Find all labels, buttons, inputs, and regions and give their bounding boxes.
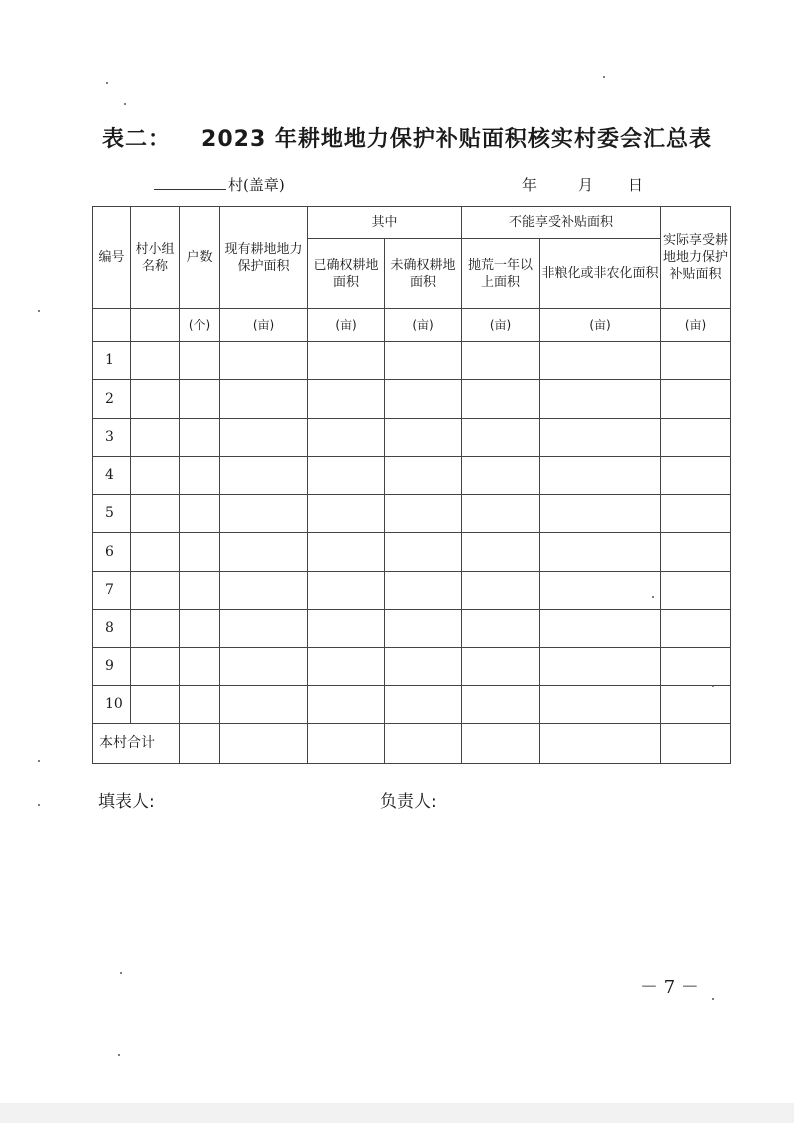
header-non-grain: 非粮化或非农化面积 <box>540 239 661 309</box>
unit-households: (个) <box>180 309 220 342</box>
scan-speck <box>38 804 40 806</box>
table-cell[interactable] <box>131 648 180 686</box>
table-cell[interactable] <box>308 610 385 648</box>
table-cell[interactable] <box>540 342 661 380</box>
table-cell[interactable] <box>385 380 462 419</box>
table-cell[interactable] <box>308 419 385 457</box>
unit-row <box>93 309 731 342</box>
unit-non-grain: (亩) <box>540 309 661 342</box>
table-row <box>93 342 731 380</box>
table-cell[interactable] <box>180 572 220 610</box>
header-ineligible: 不能享受补贴面积 <box>462 207 661 239</box>
table-cell[interactable] <box>131 686 180 724</box>
row-number: 9 <box>93 648 131 686</box>
table-cell[interactable] <box>308 380 385 419</box>
table-cell[interactable] <box>385 495 462 533</box>
table-row <box>93 533 731 572</box>
table-cell[interactable] <box>540 610 661 648</box>
table-cell[interactable] <box>131 533 180 572</box>
table-cell[interactable] <box>180 342 220 380</box>
table-row <box>93 380 731 419</box>
table-cell[interactable] <box>308 533 385 572</box>
unit-actual: (亩) <box>661 309 731 342</box>
table-cell[interactable] <box>540 495 661 533</box>
table-cell[interactable] <box>131 572 180 610</box>
row-number: 6 <box>93 533 131 572</box>
table-cell[interactable] <box>220 342 308 380</box>
table-cell[interactable] <box>540 533 661 572</box>
row-number: 7 <box>93 572 131 610</box>
header-households: 户数 <box>180 207 220 309</box>
table-cell[interactable] <box>462 419 540 457</box>
title-text: 2023 年耕地地力保护补贴面积核实村委会汇总表 <box>201 127 712 152</box>
table-cell[interactable] <box>385 342 462 380</box>
table-cell[interactable] <box>308 342 385 380</box>
unit-empty <box>93 309 131 342</box>
table-cell[interactable] <box>462 380 540 419</box>
total-label: 本村合计 <box>93 724 180 764</box>
year-label: 年 <box>522 176 538 194</box>
header-unconfirmed: 未确权耕地面积 <box>385 239 462 309</box>
unit-confirmed: (亩) <box>308 309 385 342</box>
scan-speck <box>120 972 122 974</box>
scan-speck <box>106 82 108 84</box>
month-label: 月 <box>578 176 594 194</box>
table-row <box>93 610 731 648</box>
scan-speck <box>603 76 605 78</box>
table-cell[interactable] <box>661 686 731 724</box>
table-cell[interactable] <box>220 648 308 686</box>
table-cell[interactable] <box>462 342 540 380</box>
scan-speck <box>652 596 654 598</box>
row-number: 2 <box>93 380 131 419</box>
table-cell[interactable] <box>220 610 308 648</box>
filler-signature-label: 填表人: <box>98 792 155 812</box>
owner-signature-label: 负责人: <box>380 792 437 812</box>
table-cell[interactable] <box>462 686 540 724</box>
table-row <box>93 572 731 610</box>
scan-speck <box>118 1054 120 1056</box>
table-cell[interactable] <box>308 572 385 610</box>
table-cell[interactable] <box>308 457 385 495</box>
table-cell[interactable] <box>308 495 385 533</box>
table-row <box>93 457 731 495</box>
table-cell[interactable] <box>385 648 462 686</box>
table-cell[interactable] <box>661 495 731 533</box>
table-cell[interactable] <box>661 380 731 419</box>
table-cell[interactable] <box>385 419 462 457</box>
header-among: 其中 <box>308 207 462 239</box>
table-cell[interactable] <box>540 419 661 457</box>
table-row <box>93 686 731 724</box>
unit-empty <box>131 309 180 342</box>
table-cell[interactable] <box>180 533 220 572</box>
header-row-1 <box>93 207 731 239</box>
total-cell[interactable] <box>540 724 661 764</box>
table-row <box>93 648 731 686</box>
table-cell[interactable] <box>385 610 462 648</box>
table-cell[interactable] <box>220 686 308 724</box>
table-row <box>93 495 731 533</box>
scan-speck <box>38 760 40 762</box>
table-cell[interactable] <box>540 572 661 610</box>
total-cell[interactable] <box>385 724 462 764</box>
day-label: 日 <box>628 176 644 194</box>
table-cell[interactable] <box>540 648 661 686</box>
unit-unconfirmed: (亩) <box>385 309 462 342</box>
table-cell[interactable] <box>540 686 661 724</box>
table-cell[interactable] <box>220 495 308 533</box>
page-number: － 7 － <box>640 977 699 998</box>
table-cell[interactable] <box>220 572 308 610</box>
table-cell[interactable] <box>180 610 220 648</box>
scan-speck <box>38 310 40 312</box>
scan-speck <box>712 685 714 687</box>
row-number: 5 <box>93 495 131 533</box>
title-prefix: 表二： <box>102 127 172 152</box>
row-number: 3 <box>93 419 131 457</box>
header-existing-area: 现有耕地地力保护面积 <box>220 207 308 309</box>
unit-abandoned: (亩) <box>462 309 540 342</box>
table-cell[interactable] <box>180 648 220 686</box>
summary-table <box>92 206 731 764</box>
unit-existing-area: (亩) <box>220 309 308 342</box>
table-cell[interactable] <box>220 533 308 572</box>
table-cell[interactable] <box>462 648 540 686</box>
table-cell[interactable] <box>180 457 220 495</box>
row-number: 10 <box>93 686 131 724</box>
total-cell[interactable] <box>220 724 308 764</box>
table-cell[interactable] <box>180 495 220 533</box>
table-cell[interactable] <box>308 648 385 686</box>
table-cell[interactable] <box>131 342 180 380</box>
row-number: 8 <box>93 610 131 648</box>
table-cell[interactable] <box>540 457 661 495</box>
table-cell[interactable] <box>308 686 385 724</box>
table-cell[interactable] <box>180 380 220 419</box>
table-cell[interactable] <box>462 533 540 572</box>
table-row <box>93 419 731 457</box>
form-meta-line <box>0 173 794 195</box>
scan-edge <box>0 1103 794 1123</box>
table-cell[interactable] <box>180 686 220 724</box>
village-seal-label: 村(盖章) <box>228 176 285 194</box>
table-cell[interactable] <box>661 648 731 686</box>
table-cell[interactable] <box>180 419 220 457</box>
header-group-name: 村小组名称 <box>131 207 180 309</box>
total-row <box>93 724 731 764</box>
form-title <box>0 122 794 153</box>
total-cell[interactable] <box>180 724 220 764</box>
table-cell[interactable] <box>131 610 180 648</box>
table-cell[interactable] <box>462 610 540 648</box>
table-cell[interactable] <box>385 572 462 610</box>
table-cell[interactable] <box>661 419 731 457</box>
table-cell[interactable] <box>131 419 180 457</box>
header-confirmed: 已确权耕地面积 <box>308 239 385 309</box>
table-cell[interactable] <box>220 380 308 419</box>
table-cell[interactable] <box>220 419 308 457</box>
table-cell[interactable] <box>661 533 731 572</box>
table-cell[interactable] <box>385 457 462 495</box>
village-name-blank[interactable] <box>154 189 226 190</box>
scan-speck <box>712 998 714 1000</box>
total-cell[interactable] <box>308 724 385 764</box>
header-abandoned: 抛荒一年以上面积 <box>462 239 540 309</box>
total-cell[interactable] <box>462 724 540 764</box>
row-number: 4 <box>93 457 131 495</box>
table-cell[interactable] <box>131 495 180 533</box>
table-cell[interactable] <box>131 457 180 495</box>
header-number: 编号 <box>93 207 131 309</box>
scan-speck <box>124 103 126 105</box>
table-cell[interactable] <box>661 342 731 380</box>
table-cell[interactable] <box>462 495 540 533</box>
table-cell[interactable] <box>385 686 462 724</box>
table-cell[interactable] <box>661 572 731 610</box>
total-cell[interactable] <box>661 724 731 764</box>
table-cell[interactable] <box>462 457 540 495</box>
table-cell[interactable] <box>462 572 540 610</box>
header-actual: 实际享受耕地地力保护补贴面积 <box>661 207 731 309</box>
table-cell[interactable] <box>220 457 308 495</box>
table-cell[interactable] <box>661 457 731 495</box>
table-cell[interactable] <box>661 610 731 648</box>
row-number: 1 <box>93 342 131 380</box>
table-cell[interactable] <box>131 380 180 419</box>
table-cell[interactable] <box>385 533 462 572</box>
table-cell[interactable] <box>540 380 661 419</box>
